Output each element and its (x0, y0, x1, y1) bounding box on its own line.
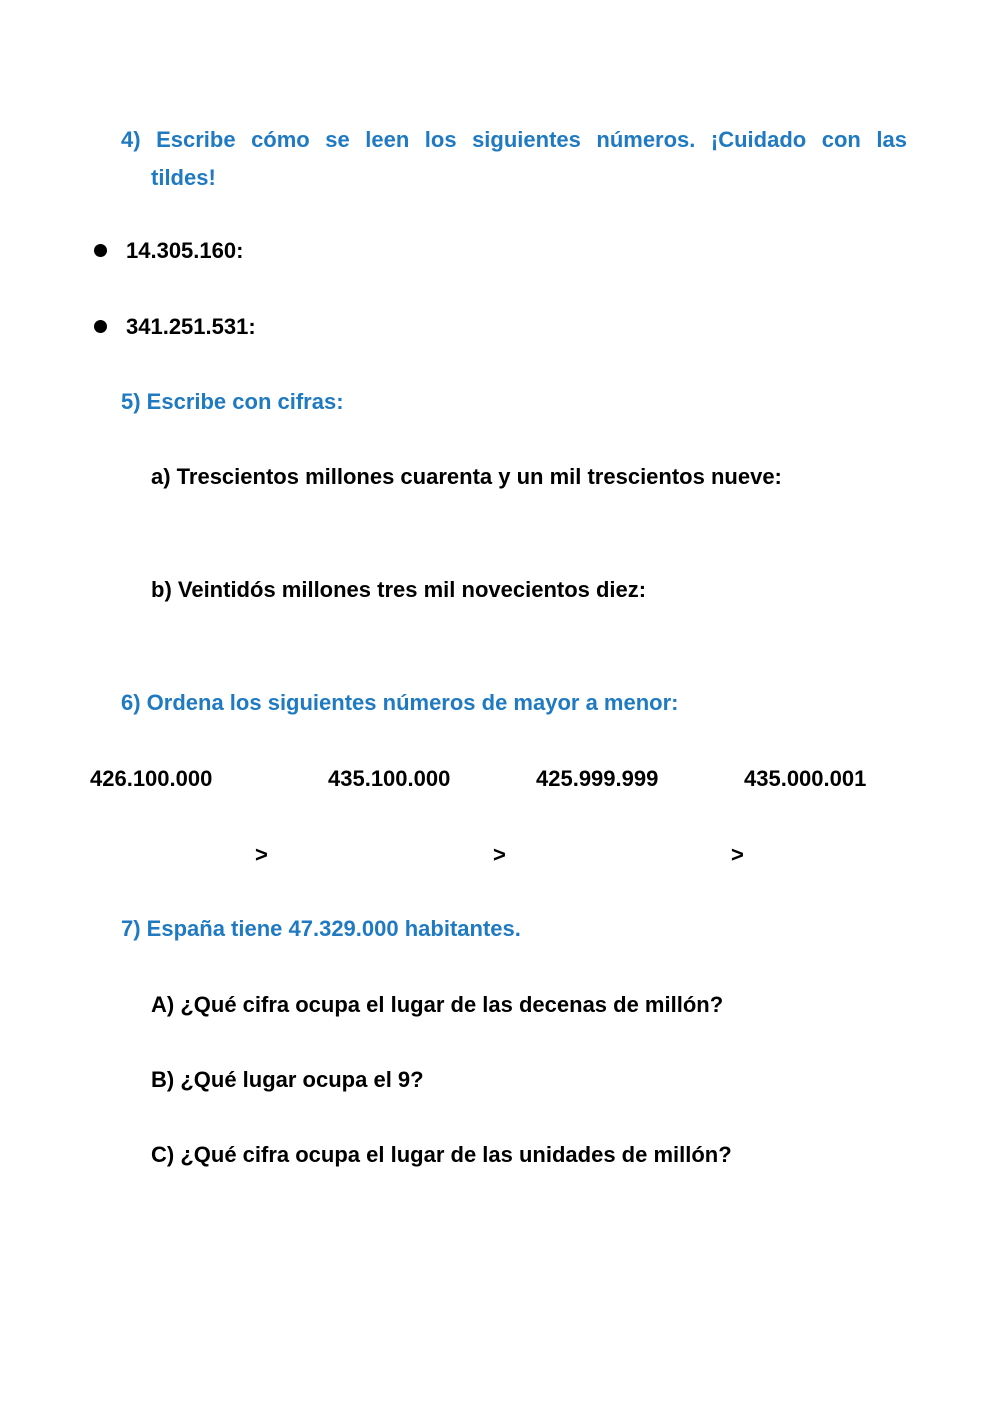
heading-word: Escribe (156, 127, 236, 152)
exercise-4-heading (121, 121, 907, 197)
heading-word: las (876, 127, 907, 152)
heading-word: con (821, 127, 861, 152)
heading-word: los (424, 127, 457, 152)
greater-than-sign: > (493, 842, 506, 867)
greater-than-sign: > (731, 842, 744, 867)
heading-word: siguientes (472, 127, 581, 152)
exercise-4-number: 4) (121, 127, 141, 152)
exercise-4-heading-line2: tildes! (151, 165, 216, 190)
bullet-icon (94, 320, 107, 333)
heading-word: leen (365, 127, 410, 152)
exercise-7-heading: 7) España tiene 47.329.000 habitantes. (121, 916, 521, 941)
exercise-7a-question: A) ¿Qué cifra ocupa el lugar de las decenas de millón? (151, 992, 724, 1017)
exercise-4-item-1: 14.305.160: (126, 238, 244, 263)
exercise-5a-question: a) Trescientos millones cuarenta y un mil trescientos nueve: (151, 464, 782, 489)
number-to-order: 426.100.000 (90, 766, 213, 791)
heading-word: se (325, 127, 350, 152)
number-to-order: 435.000.001 (744, 766, 867, 791)
bullet-icon (94, 244, 107, 257)
exercise-4-item-2: 341.251.531: (126, 314, 256, 339)
heading-word: ¡Cuidado (710, 127, 807, 152)
exercise-7c-question: C) ¿Qué cifra ocupa el lugar de las unidades de millón? (151, 1142, 732, 1167)
exercise-5b-question: b) Veintidós millones tres mil novecientos diez: (151, 577, 647, 602)
number-to-order: 425.999.999 (536, 766, 659, 791)
greater-than-sign: > (255, 842, 268, 867)
heading-word: cómo (251, 127, 310, 152)
heading-word: números. (596, 127, 696, 152)
exercise-6-heading: 6) Ordena los siguientes números de mayor a menor: (121, 690, 679, 715)
exercise-7b-question: B) ¿Qué lugar ocupa el 9? (151, 1067, 424, 1092)
number-to-order: 435.100.000 (328, 766, 451, 791)
exercise-4-heading-line1 (121, 121, 907, 159)
exercise-5-heading: 5) Escribe con cifras: (121, 389, 344, 414)
